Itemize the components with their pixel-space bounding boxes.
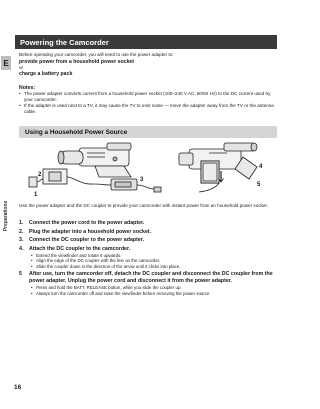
intro-text: Before operating your camcorder, you will need to use the power adapter to: [19, 52, 174, 57]
step-bullet-list [19, 253, 277, 270]
step-text: Plug the adapter into a household power socket. [29, 228, 152, 235]
section-side-label [2, 196, 10, 236]
step-bullet: • Slide the coupler down in the direction of the arrow until it clicks into place. [31, 264, 277, 270]
language-tab: E [1, 56, 11, 70]
step-bullet: • Always turn the camcorder off and raise the viewfinder before removing the power source. [31, 291, 277, 297]
callout-label: 4 [259, 164, 263, 170]
note-item: • The power adapter converts current from a household power socket (100–240 V AC, 50/60 Hz) to the DC current used by your camcorder. [19, 91, 277, 103]
step-list [19, 220, 277, 296]
step-number: 2. [19, 228, 24, 235]
step-bullet: • Align the edge of the DC coupler with the line on the camcorder. [31, 258, 277, 264]
step-number: 3. [19, 237, 24, 243]
page-title: Powering the Camcorder [15, 35, 277, 49]
illustration-svg [19, 141, 277, 200]
step-item [19, 271, 277, 285]
intro-option-household: provide power from a household power socket [19, 59, 135, 65]
body-text: Use the power adapter and the DC coupler to provide your camcorder with instant power from an household power socket. [19, 203, 268, 208]
side-label-text: Preparations [3, 200, 9, 232]
step-number: 4. [19, 245, 24, 252]
callout-label: 5 [257, 182, 261, 188]
instructions-section [19, 203, 277, 297]
camcorder-right-icon [179, 143, 257, 192]
step-text: Connect the power cord to the power adapter. [29, 220, 145, 226]
step-item [19, 229, 277, 236]
step-bullet-list [19, 285, 277, 297]
intro-option-battery: charge a battery pack [19, 71, 73, 77]
callout-label: 1 [34, 192, 38, 198]
callout-label: 3 [140, 177, 144, 183]
step-bullet: • Press and hold the BATT. RELEASE button, while you slide the coupler up. [31, 285, 277, 291]
intro-or: or [19, 65, 24, 70]
section-heading: Using a Household Power Source [19, 126, 277, 138]
step-item [19, 237, 277, 244]
step-text: Attach the DC coupler to the camcorder. [29, 245, 131, 252]
step-bullet: • Extend the viewfinder and rotate it upwards. [31, 253, 277, 259]
page-number: 16 [14, 384, 22, 391]
step-item [19, 220, 277, 227]
callout-label: 2 [38, 172, 42, 178]
notes-title: Notes: [19, 85, 36, 91]
power-source-illustration [19, 141, 277, 200]
note-item: • If the adapter is used next to a TV, it may cause the TV to emit noise — move the adapter away from the TV or the antenna cable. [19, 103, 277, 115]
step-text: Connect the DC coupler to the power adapter. [29, 237, 145, 243]
step-item [19, 246, 277, 253]
step-text: After use, turn the camcorder off, detach the DC coupler and disconnect the DC coupler from the power adapter. Unplug the power cord and disconnect it from the power adapter. [29, 270, 273, 284]
camcorder-left-icon [58, 143, 131, 177]
step-number: 1. [19, 220, 24, 226]
step-number: 5 [19, 270, 22, 277]
intro-section [19, 52, 277, 115]
